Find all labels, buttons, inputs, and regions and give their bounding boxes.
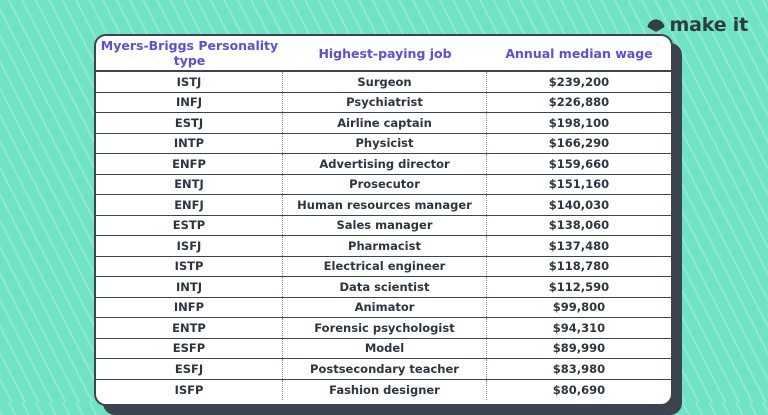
job-cell: Human resources manager xyxy=(283,195,487,215)
table-row xyxy=(96,134,671,155)
table-row xyxy=(96,113,671,134)
job-cell: Electrical engineer xyxy=(283,257,487,277)
brand-logo xyxy=(647,14,748,36)
table-header xyxy=(96,36,671,72)
wage-cell: $118,780 xyxy=(548,259,610,274)
wage-table xyxy=(94,34,673,406)
wage-cell: $138,060 xyxy=(548,218,610,233)
job-cell: Animator xyxy=(283,298,487,318)
table-row xyxy=(96,236,671,257)
type-cell: ISFJ xyxy=(96,236,283,256)
job-cell: Sales manager xyxy=(283,216,487,236)
type-cell: INFJ xyxy=(96,93,283,113)
job-cell: Forensic psychologist xyxy=(283,318,487,338)
job-cell: Pharmacist xyxy=(283,236,487,256)
table-row xyxy=(96,93,671,114)
wage-cell: $99,800 xyxy=(552,300,606,315)
wage-cell: $226,880 xyxy=(548,95,610,110)
table-row xyxy=(96,380,671,401)
header-job: Highest-paying job xyxy=(318,45,452,61)
wage-cell: $80,690 xyxy=(552,382,606,397)
type-cell: INFP xyxy=(96,298,283,318)
table-body xyxy=(96,72,671,400)
table-row xyxy=(96,175,671,196)
wage-cell: $151,160 xyxy=(548,177,610,192)
table-row xyxy=(96,318,671,339)
peacock-icon xyxy=(647,19,665,32)
type-cell: ISTP xyxy=(96,257,283,277)
table-row xyxy=(96,216,671,237)
job-cell: Postsecondary teacher xyxy=(283,359,487,379)
type-cell: ENTJ xyxy=(96,175,283,195)
job-cell: Advertising director xyxy=(283,154,487,174)
type-cell: ESTP xyxy=(96,216,283,236)
wage-cell: $166,290 xyxy=(548,136,610,151)
type-cell: ESFJ xyxy=(96,359,283,379)
wage-cell: $94,310 xyxy=(552,320,606,335)
table-row xyxy=(96,195,671,216)
job-cell: Data scientist xyxy=(283,277,487,297)
job-cell: Physicist xyxy=(283,134,487,154)
wage-cell: $89,990 xyxy=(552,341,606,356)
job-cell: Model xyxy=(283,339,487,359)
table-row xyxy=(96,359,671,380)
type-cell: ENFJ xyxy=(96,195,283,215)
wage-cell: $83,980 xyxy=(552,361,606,376)
type-cell: ENFP xyxy=(96,154,283,174)
wage-cell: $140,030 xyxy=(548,197,610,212)
wage-cell: $239,200 xyxy=(548,74,610,89)
header-personality-type: Myers-Briggs Personality type xyxy=(100,38,279,68)
job-cell: Surgeon xyxy=(283,72,487,92)
table-row xyxy=(96,277,671,298)
type-cell: ISFP xyxy=(96,380,283,401)
type-cell: ESTJ xyxy=(96,113,283,133)
job-cell: Psychiatrist xyxy=(283,93,487,113)
wage-cell: $112,590 xyxy=(548,279,610,294)
table-row xyxy=(96,257,671,278)
type-cell: ENTP xyxy=(96,318,283,338)
type-cell: ESFP xyxy=(96,339,283,359)
table-row xyxy=(96,339,671,360)
wage-cell: $198,100 xyxy=(548,115,610,130)
logo-text: make it xyxy=(669,14,748,36)
table-row xyxy=(96,298,671,319)
type-cell: INTJ xyxy=(96,277,283,297)
job-cell: Airline captain xyxy=(283,113,487,133)
job-cell: Prosecutor xyxy=(283,175,487,195)
table-row xyxy=(96,72,671,93)
wage-cell: $137,480 xyxy=(548,238,610,253)
table-row xyxy=(96,154,671,175)
wage-cell: $159,660 xyxy=(548,156,610,171)
header-wage: Annual median wage xyxy=(505,45,653,61)
type-cell: INTP xyxy=(96,134,283,154)
type-cell: ISTJ xyxy=(96,72,283,92)
job-cell: Fashion designer xyxy=(283,380,487,401)
